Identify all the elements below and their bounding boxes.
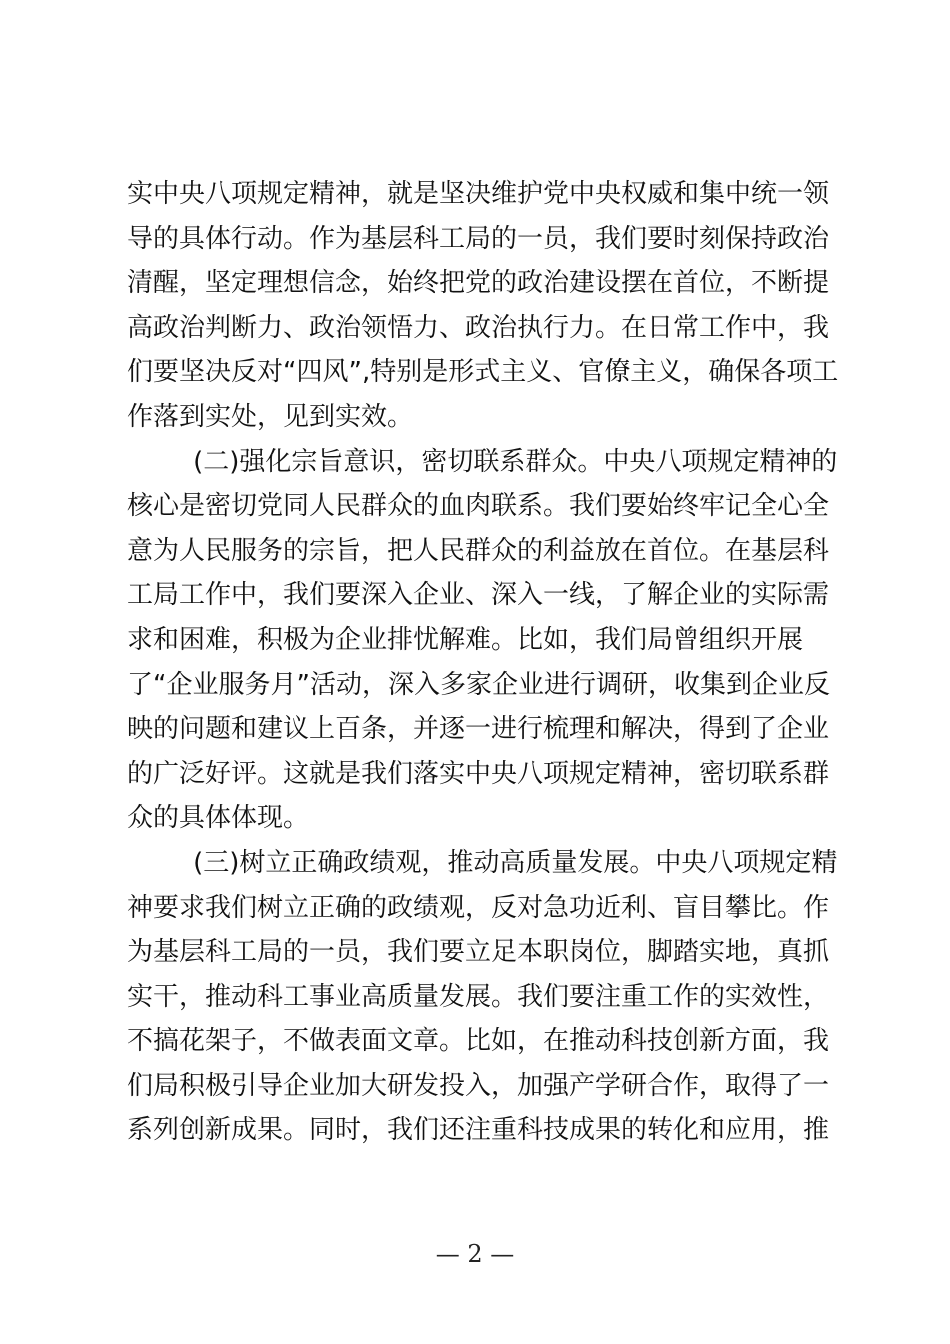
text-line: 的广泛好评。这就是我们落实中央八项规定精神，密切联系群 (127, 758, 830, 789)
text-line: 不搞花架子，不做表面文章。比如，在推动科技创新方面，我 (127, 1026, 830, 1057)
text-line: 高政治判断力、政治领悟力、政治执行力。在日常工作中，我 (127, 312, 830, 343)
text-line: 核心是密切党同人民群众的血肉联系。我们要始终牢记全心全 (127, 491, 830, 522)
text-line: 意为人民服务的宗旨，把人民群众的利益放在首位。在基层科 (127, 535, 830, 566)
text-line: (三)树立正确政绩观，推动高质量发展。中央八项规定精 (127, 847, 838, 878)
text-line: 们局积极引导企业加大研发投入，加强产学研合作，取得了一 (127, 1070, 830, 1101)
text-line: (二)强化宗旨意识，密切联系群众。中央八项规定精神的 (127, 446, 838, 477)
text-line: 们要坚决反对“四风”,特别是形式主义、官僚主义，确保各项工 (127, 357, 839, 388)
text-line: 实干，推动科工事业高质量发展。我们要注重工作的实效性， (127, 981, 830, 1012)
text-line: 实中央八项规定精神，就是坚决维护党中央权威和集中统一领 (127, 179, 830, 209)
text-line: 了“企业服务月”活动，深入多家企业进行调研，收集到企业反 (127, 669, 830, 700)
text-line: 导的具体行动。作为基层科工局的一员，我们要时刻保持政治 (127, 223, 830, 254)
text-line: 系列创新成果。同时，我们还注重科技成果的转化和应用，推 (127, 1115, 830, 1146)
text-line: 为基层科工局的一员，我们要立足本职岗位，脚踏实地，真抓 (127, 937, 830, 968)
page-number: — 2 — (435, 1240, 515, 1268)
text-line: 众的具体体现。 (127, 803, 310, 834)
text-line: 神要求我们树立正确的政绩观，反对急功近利、盲目攀比。作 (127, 892, 830, 923)
text-line: 映的问题和建议上百条，并逐一进行梳理和解决，得到了企业 (127, 714, 830, 745)
text-line: 工局工作中，我们要深入企业、深入一线，了解企业的实际需 (127, 580, 830, 611)
body-text (127, 172, 839, 1153)
text-line: 清醒，坚定理想信念，始终把党的政治建设摆在首位，不断提 (127, 268, 830, 299)
text-line: 求和困难，积极为企业排忧解难。比如，我们局曾组织开展 (127, 624, 804, 655)
text-line: 作落到实处，见到实效。 (127, 401, 414, 432)
